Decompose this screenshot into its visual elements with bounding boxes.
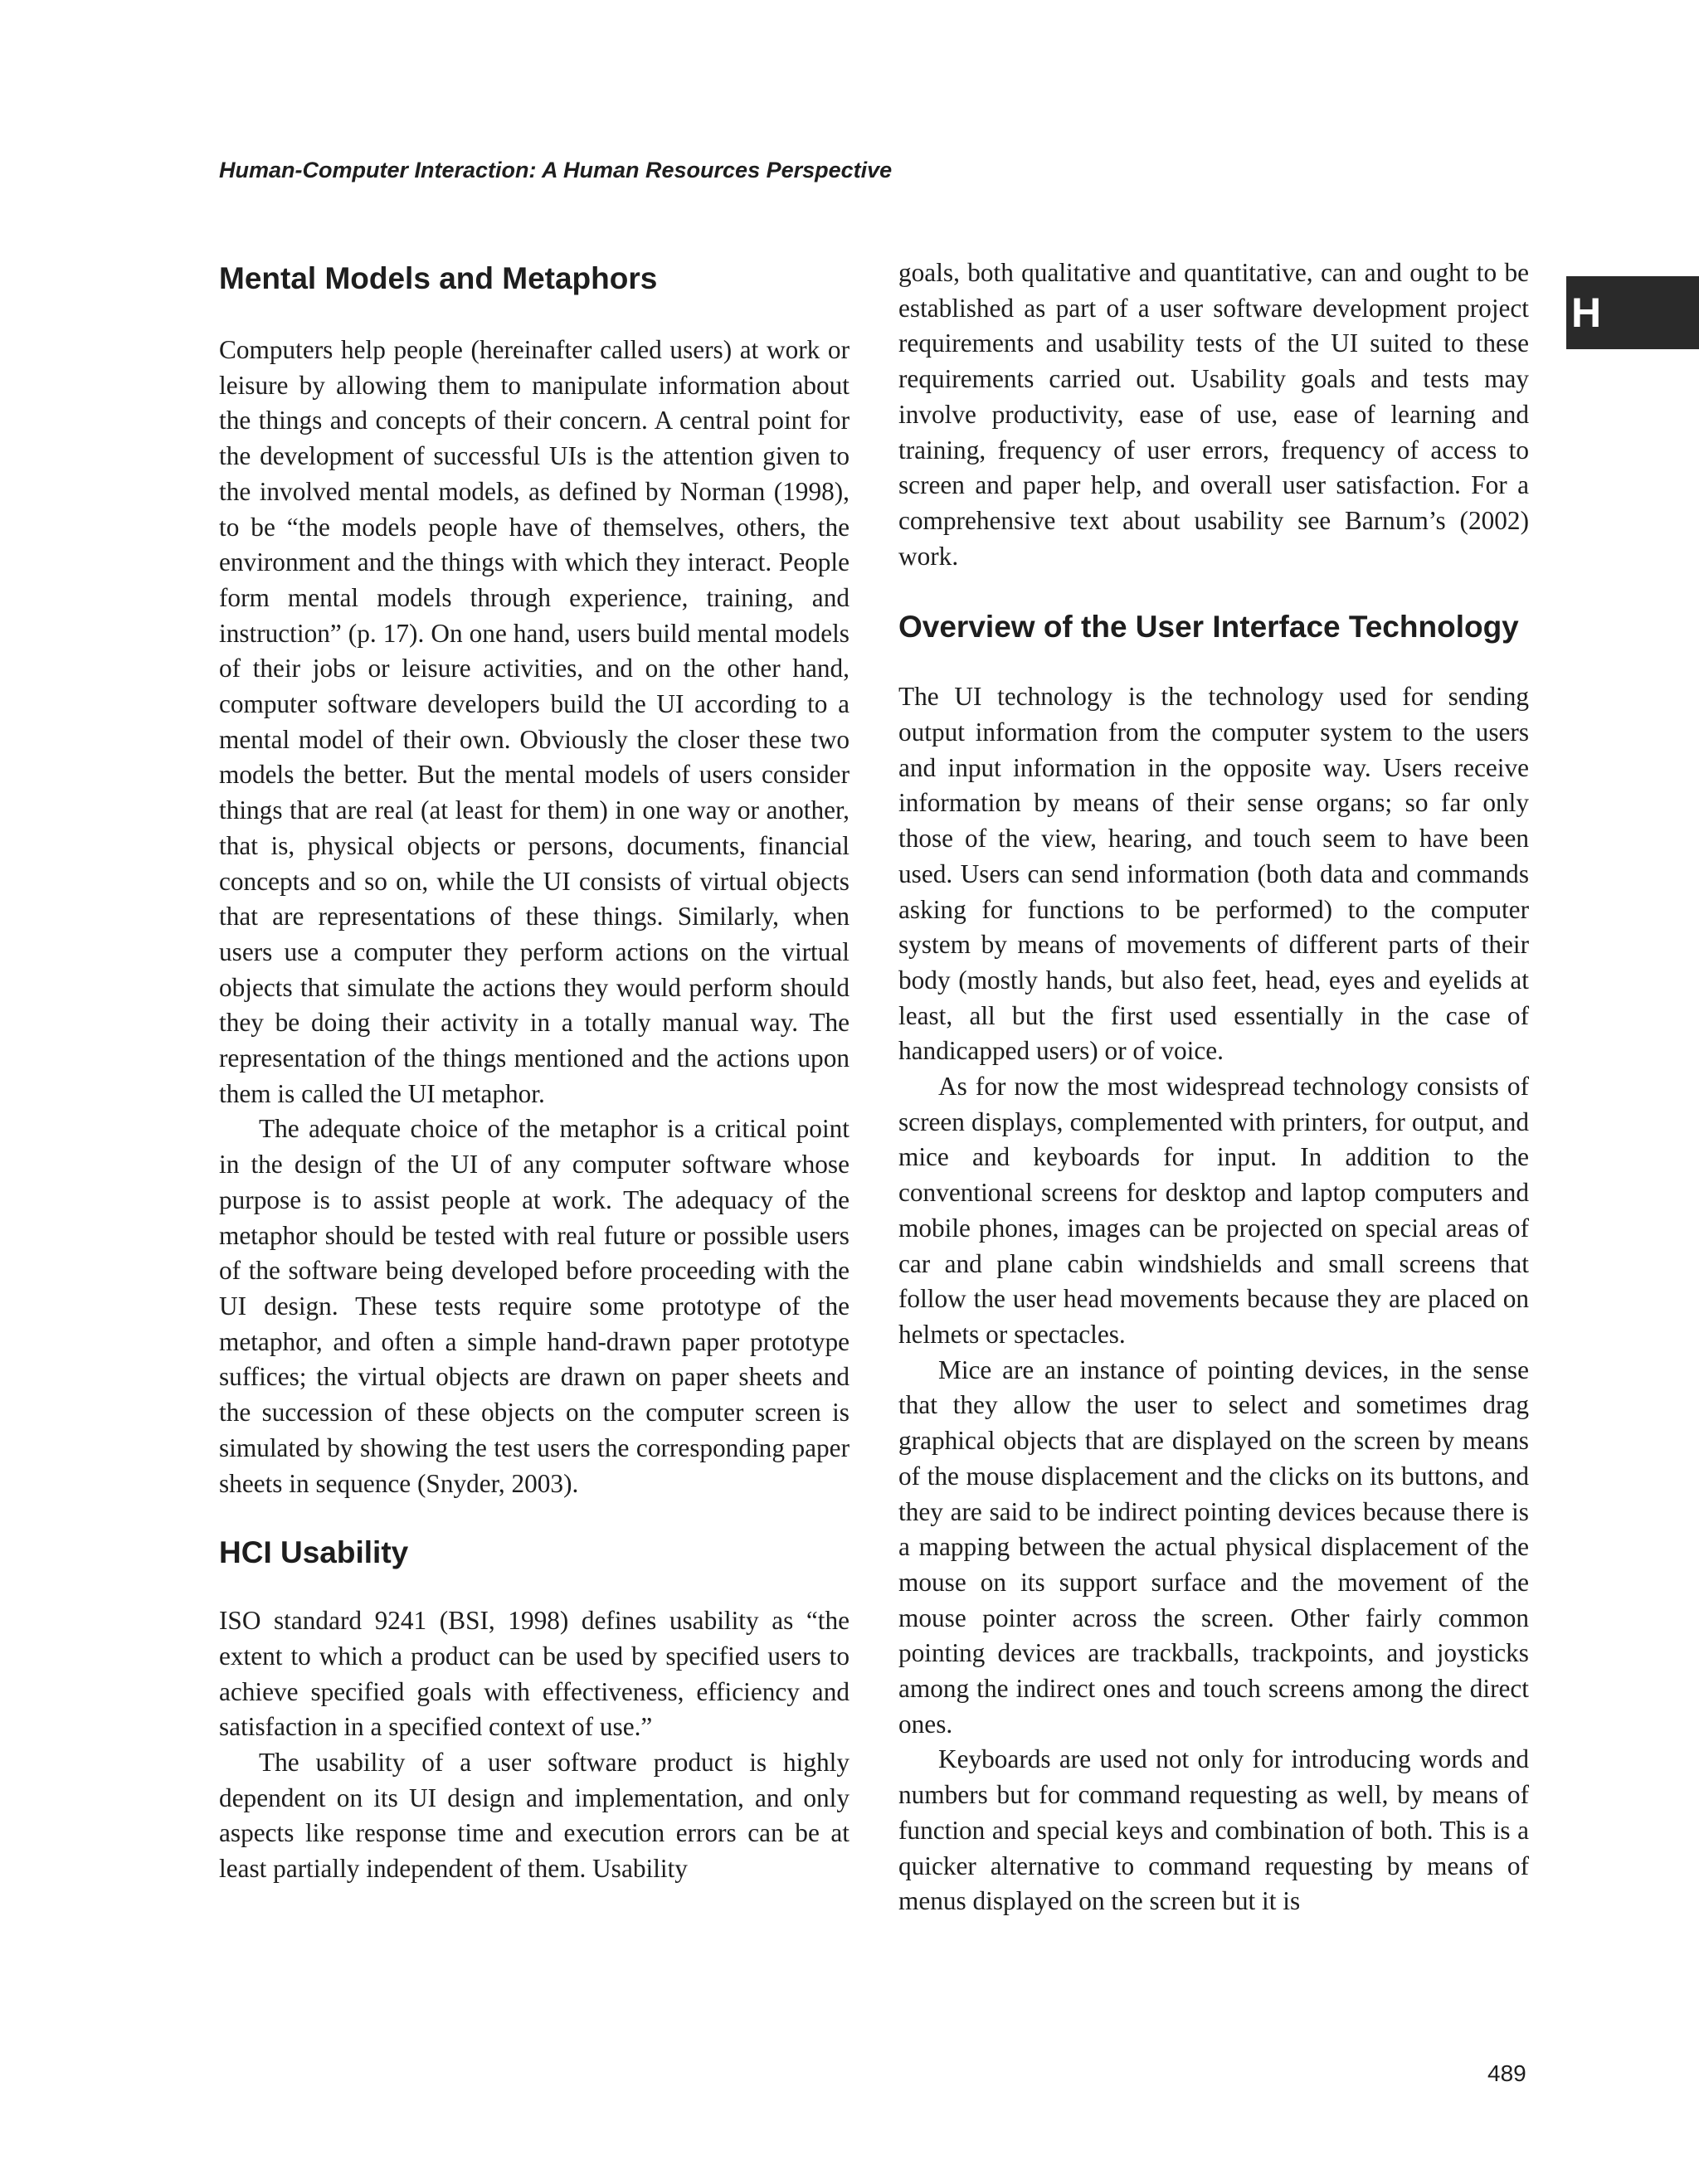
heading-ui-technology: Overview of the User Interface Technology	[898, 610, 1519, 644]
running-header: Human-Computer Interaction: A Human Resources Perspective	[219, 158, 893, 182]
heading-mental-models: Mental Models and Metaphors	[219, 261, 658, 295]
paragraph: The usability of a user software product is highly dependent on its UI design and implementation, and only aspects like response time and execution errors can be at least partially independent of them. Usability	[219, 1748, 850, 1884]
section-thumb-tab: H	[1566, 276, 1699, 349]
left-column	[219, 255, 850, 1887]
heading-hci-usability: HCI Usability	[219, 1535, 409, 1570]
paragraph: The UI technology is the technology used for sending output information from the computer system to the users and input information in the opposite way. Users receive information by means of their sense organs; so far only those of the view, hearing, and touch seem to have been used. Users can send information (both data and commands asking for functions to be performed) to the computer system by means of movements of different parts of their body (mostly hands, but also feet, head, eyes and eyelids at least, all but the first used essentially in the case of handicapped users) or of voice.	[898, 682, 1529, 1066]
paragraph: Mice are an instance of pointing devices, in the sense that they allow the user to select and sometimes drag graphical objects that are displayed on the screen by means of the mouse displacement and the clicks on its buttons, and they are said to be indirect pointing devices because there is a mapping between the actual physical displacement of the mouse on its support surface and the movement of the mouse pointer across the screen. Other fairly common pointing devices are trackballs, trackpoints, and joysticks among the indirect ones and touch screens among the direct ones.	[898, 1355, 1529, 1739]
paragraph: As for now the most widespread technology consists of screen displays, complemented with printers, for output, and mice and keyboards for input. In addition to the conventional screens for desktop and laptop computers and mobile phones, images can be projected on special areas of car and plane cabin windshields and small screens that follow the user head movements because they are placed on helmets or spectacles.	[898, 1072, 1529, 1349]
page-number: 489	[1487, 2060, 1526, 2086]
paragraph: The adequate choice of the metaphor is a critical point in the design of the UI of any computer software whose purpose is to assist people at work. The adequacy of the metaphor should be tested with real future or possible users of the software being developed before proceeding with the UI design. These tests require some prototype of the metaphor, and often a simple hand-drawn paper prototype suffices; the virtual objects are drawn on paper sheets and the succession of these objects on the computer screen is simulated by showing the test users the corresponding paper sheets in sequence (Snyder, 2003).	[219, 1114, 850, 1498]
paragraph: goals, both qualitative and quantitative, can and ought to be established as part of a user software development project requirements and usability tests of the UI suited to these requirements carried out. Usability goals and tests may involve productivity, ease of use, ease of learning and training, frequency of user errors, frequency of access to screen and paper help, and overall user satisfaction. For a comprehensive text about usability see Barnum’s (2002) work.	[898, 258, 1529, 571]
right-column	[898, 255, 1529, 1919]
paragraph: Keyboards are used not only for introducing words and numbers but for command requesting as well, by means of function and special keys and combination of both. This is a quicker alternative to command requesting by means of menus displayed on the screen but it is	[898, 1744, 1529, 1916]
paragraph: ISO standard 9241 (BSI, 1998) defines usability as “the extent to which a product can be used by specified users to achieve specified goals with effectiveness, efficiency and satisfaction in a specified context of use.”	[219, 1606, 850, 1742]
paragraph: Computers help people (hereinafter called users) at work or leisure by allowing them to manipulate information about the things and concepts of their concern. A central point for the development of successful UIs is the attention given to the involved mental models, as defined by Norman (1998), to be “the models people have of themselves, others, the environment and the things with which they interact. People form mental models through experience, training, and instruction” (p. 17). On one hand, users build mental models of their jobs or leisure activities, and on the other hand, computer software developers build the UI according to a mental model of their own. Obviously the closer these two models the better. But the mental models of users consider things that are real (at least for them) in one way or another, that is, physical objects or persons, documents, financial concepts and so on, while the UI consists of virtual objects that are representations of these things. Similarly, when users use a computer they perform actions on the virtual objects that simulate the actions they would perform should they be doing their activity in a totally manual way. The representation of the things mentioned and the actions upon them is called the UI metaphor.	[219, 335, 850, 1108]
